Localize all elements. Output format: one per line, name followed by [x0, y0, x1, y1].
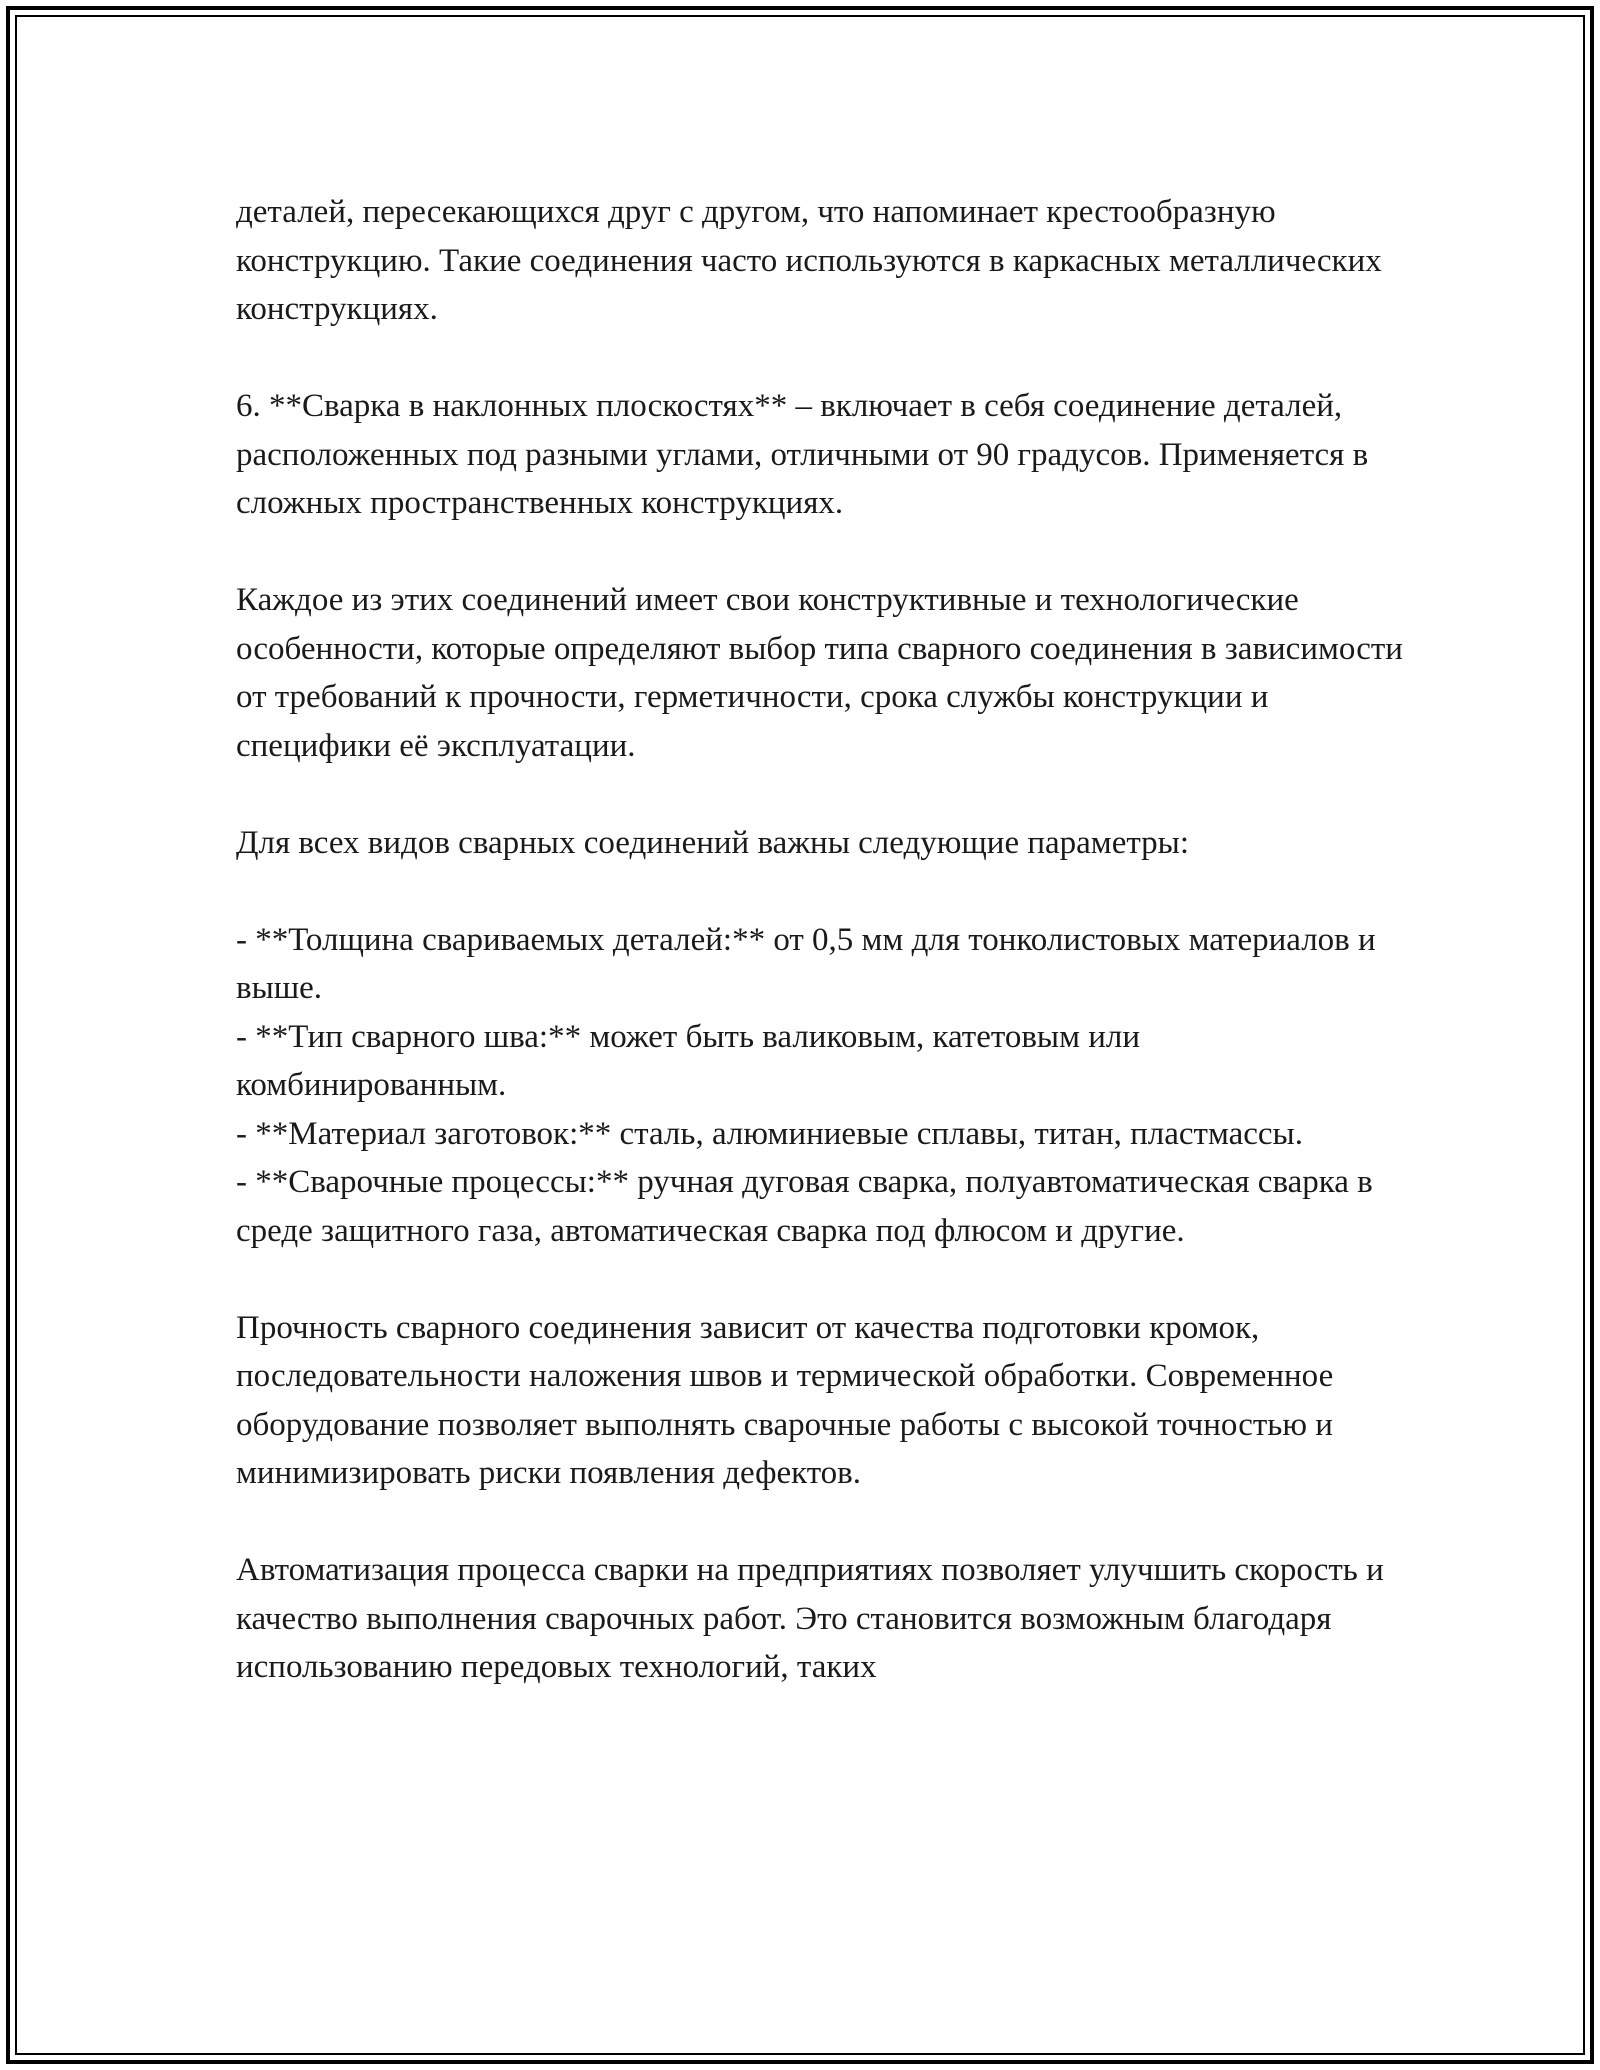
document-body [236, 188, 1416, 1692]
paragraph-inclined-planes: 6. **Сварка в наклонных плоскостях** – включает в себя соединение деталей, расположенных под разными углами, отличными от 90 градусов. Применяется в сложных пространственных конструкциях. [236, 388, 1369, 521]
parameters-list [236, 916, 1416, 1256]
paragraph-joint-features: Каждое из этих соединений имеет свои конструктивные и технологические особенности, которые определяют выбор типа сварного соединения в зависимости от требований к прочности, герметичности, срока службы конструкции и специфики её эксплуатации. [236, 582, 1403, 764]
paragraph-cross-joints: деталей, пересекающихся друг с другом, что напоминает крестообразную конструкцию. Такие соединения часто используются в каркасных металлических конструкциях. [236, 194, 1382, 327]
paragraph-automation: Автоматизация процесса сварки на предприятиях позволяет улучшить скорость и качество выполнения сварочных работ. Это становится возможным благодаря использованию передовых технологий, таких [236, 1552, 1384, 1685]
list-item-processes: - **Сварочные процессы:** ручная дуговая сварка, полуавтоматическая сварка в среде защитного газа, автоматическая сварка под флюсом и другие. [236, 1164, 1373, 1249]
paragraph-parameters-intro: Для всех видов сварных соединений важны следующие параметры: [236, 824, 1190, 861]
paragraph-joint-strength: Прочность сварного соединения зависит от качества подготовки кромок, последовательности наложения швов и термической обработки. Современное оборудование позволяет выполнять сварочные работы с высокой точностью и минимизировать риски появления дефектов. [236, 1309, 1334, 1491]
list-item-material: - **Материал заготовок:** сталь, алюминиевые сплавы, титан, пластмассы. [236, 1115, 1303, 1152]
list-item-thickness: - **Толщина свариваемых деталей:** от 0,5 мм для тонколистовых материалов и выше. [236, 921, 1376, 1006]
list-item-seam-type: - **Тип сварного шва:** может быть валиковым, катетовым или комбинированным. [236, 1018, 1141, 1103]
